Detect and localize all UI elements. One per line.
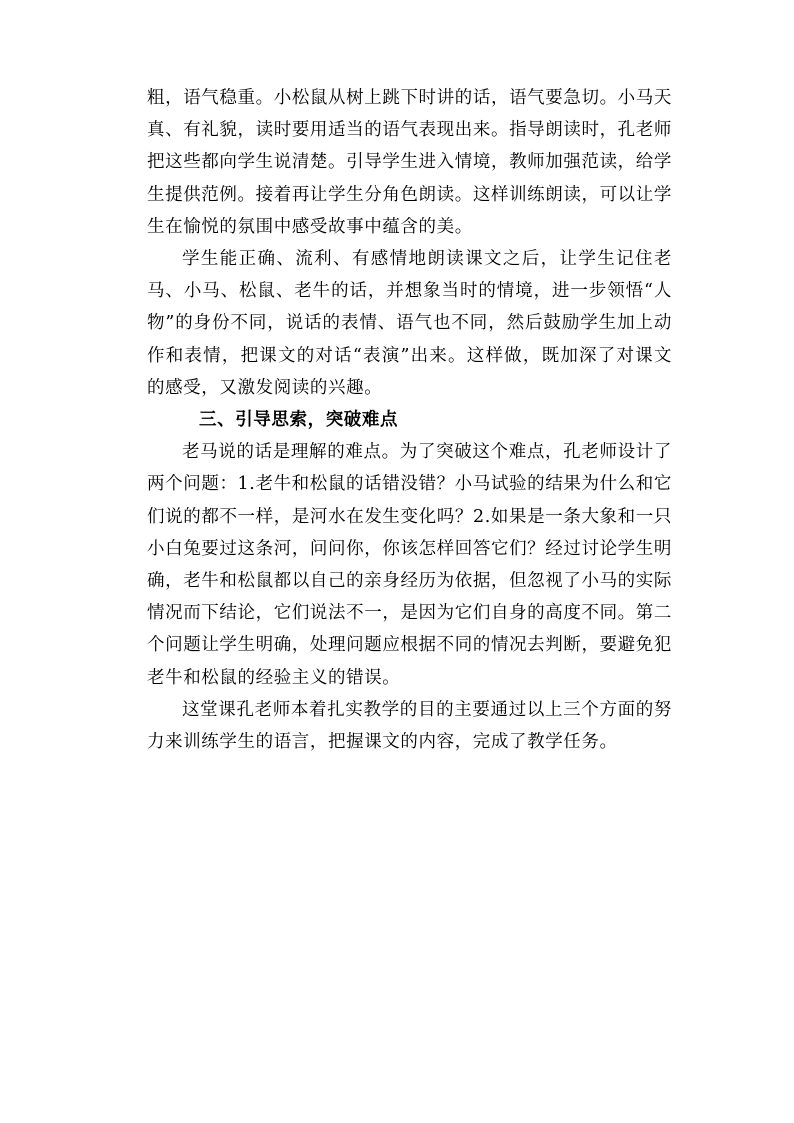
paragraph-difficulty: 老马说的话是理解的难点。为了突破这个难点，孔老师设计了两个问题：1.老牛和松鼠的话错没错？小马试验的结果为什么和它们说的都不一样，是河水在发生变化吗？2.如果是一条大象和一只小白兔要过这条河，问问你，你该怎样回答它们？经过讨论学生明确，老牛和松鼠都以自己的亲身经历为依据，但忽视了小马的实际情况而下结论，它们说法不一，是因为它们自身的高度不同。第二个问题让学生明确，处理问题应根据不同的情况去判断，要避免犯老牛和松鼠的经验主义的错误。 xyxy=(147,442,672,688)
paragraph-continued: 粗，语气稳重。小松鼠从树上跳下时讲的话，语气要急切。小马天真、有礼貌，读时要用适当的语气表现出来。指导朗读时，孔老师把这些都向学生说清楚。引导学生进入情境，教师加强范读，给学生提供范例。接着再让学生分角色朗读。这样训练朗读，可以让学生在愉悦的氛围中感受故事中蕴含的美。 xyxy=(147,88,672,237)
paragraph-conclusion: 这堂课孔老师本着扎实教学的目的主要通过以上三个方面的努力来训练学生的语言，把握课文的内容，完成了教学任务。 xyxy=(147,699,672,753)
document-page xyxy=(147,82,672,758)
section-heading: 三、引导思索，突破难点 xyxy=(199,410,399,431)
paragraph-performance: 学生能正确、流利、有感情地朗读课文之后，让学生记住老马、小马、松鼠、老牛的话，并想象当时的情境，进一步领悟“人物”的身份不同，说话的表情、语气也不同，然后鼓励学生加上动作和表情，把课文的对话“表演”出来。这样做，既加深了对课文的感受，又激发阅读的兴趣。 xyxy=(147,249,672,398)
